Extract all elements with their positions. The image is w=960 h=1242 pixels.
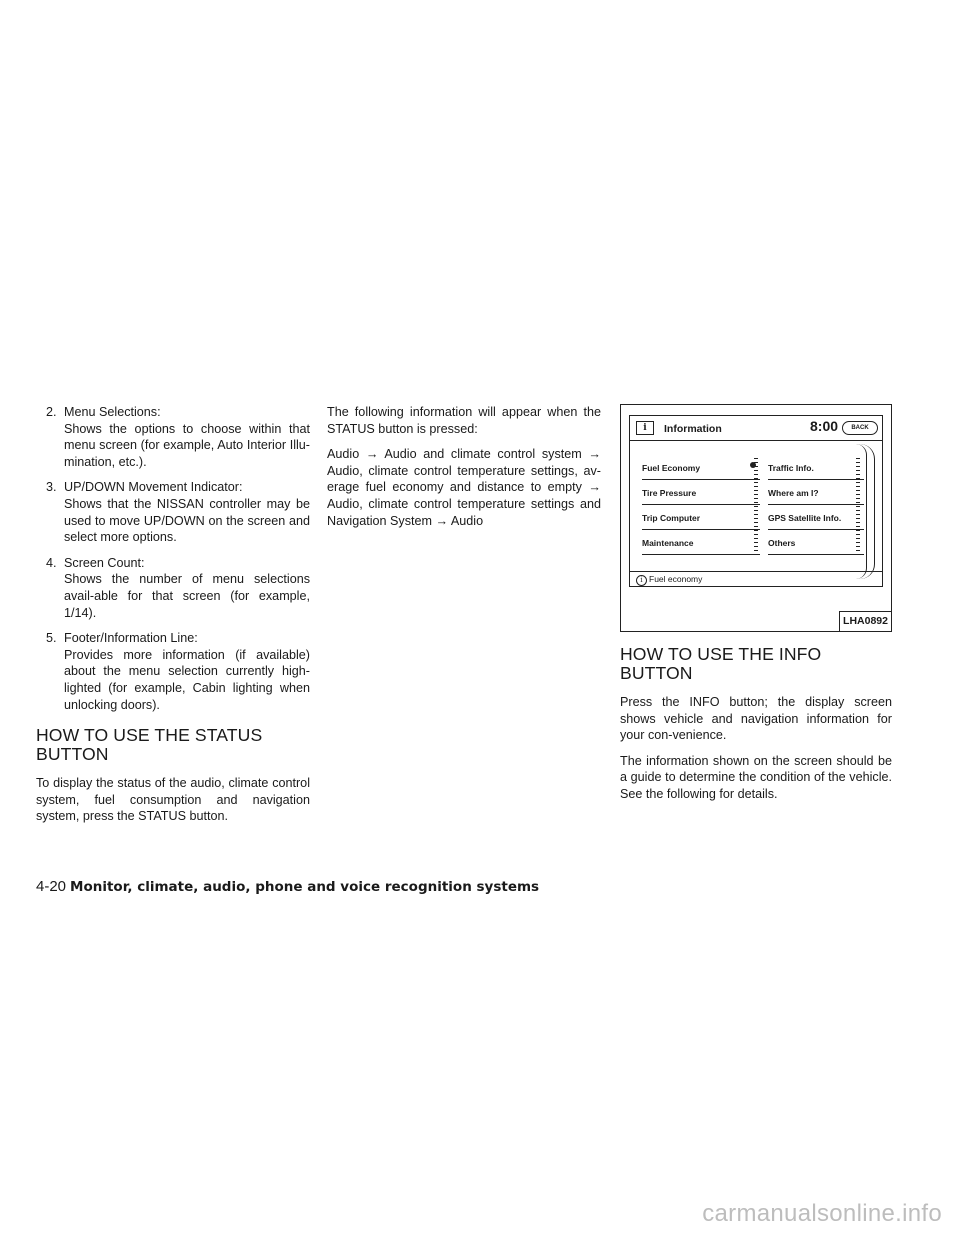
item-number: 3.: [46, 480, 57, 495]
status-button-paragraph: To display the status of the audio, climate control system, fuel consumption and navigation system, press the STATUS button.: [36, 776, 310, 824]
screen-footer-line: [630, 571, 882, 587]
status-intro-paragraph: The following information will appear when the STATUS button is pressed:: [327, 405, 601, 436]
clock-time: 8:00: [810, 418, 839, 434]
info-paragraph: The information shown on the screen should be a guide to determine the condition of the vehicle. See the following for details.: [620, 753, 892, 801]
menu-item-fuel-economy[interactable]: Fuel Economy: [642, 456, 760, 480]
menu-item-trip-computer[interactable]: Trip Computer: [642, 506, 760, 530]
item-number: 2.: [46, 405, 57, 419]
list-item: [36, 630, 310, 713]
section-title: Monitor, climate, audio, phone and voice recognition systems: [70, 879, 540, 895]
item-description: Shows the number of menu selections avail-able for that screen (for example, 1/14).: [64, 572, 310, 620]
item-description: Provides more information (if available) about the menu selection currently high-lighted (for example, Cabin lighting when unlocking doors).: [64, 647, 310, 712]
item-heading: UP/DOWN Movement Indicator:: [64, 480, 243, 495]
status-sequence-paragraph: Audio → Audio and climate control system → Audio, climate control temperature settings, av-erage fuel economy and distance to empty → Audio, climate control temperature settings and Navigation System → Audio: [327, 447, 601, 528]
info-circle-icon: i: [636, 575, 647, 586]
watermark: carmanualsonline.info: [702, 1200, 942, 1227]
info-button-heading: HOW TO USE THE INFO BUTTON: [620, 644, 822, 683]
column-2: [327, 404, 601, 538]
list-item: [36, 555, 310, 621]
item-heading: Screen Count:: [64, 555, 145, 570]
info-screen-figure: [620, 404, 892, 632]
display-screen: [629, 415, 883, 587]
page-footer: [36, 878, 539, 895]
column-3: [620, 404, 892, 812]
item-number: 5.: [46, 631, 57, 646]
column-1: [36, 404, 310, 834]
screen-curve-decoration: [860, 444, 875, 579]
item-description: Shows that the NISSAN controller may be used to move UP/DOWN on the screen and select more options.: [64, 496, 310, 545]
menu-item-where-am-i[interactable]: Where am I?: [768, 481, 864, 505]
footer-text: Fuel economy: [649, 574, 703, 584]
menu-item-maintenance[interactable]: Maintenance: [642, 531, 760, 555]
menu-item-traffic-info[interactable]: Traffic Info.: [768, 456, 864, 480]
page-number: 4-20: [36, 878, 67, 895]
screen-header: [630, 416, 882, 441]
item-number: 4.: [46, 555, 57, 570]
menu-right-list: [768, 456, 864, 556]
figure-label: LHA0892: [839, 611, 891, 631]
item-description: Shows the options to choose within that menu screen (for example, Auto Interior Illu-mination, etc.).: [64, 421, 310, 469]
status-button-heading: HOW TO USE THE STATUS BUTTON: [36, 725, 263, 765]
screen-title: Information: [664, 423, 722, 435]
back-button[interactable]: BACK: [842, 421, 878, 435]
list-item: [36, 479, 310, 545]
menu-item-gps-satellite-info[interactable]: GPS Satellite Info.: [768, 506, 864, 530]
menu-item-tire-pressure[interactable]: Tire Pressure: [642, 481, 760, 505]
scroll-indicator-left: [754, 458, 758, 554]
info-icon: i: [636, 421, 654, 435]
list-item: [36, 404, 310, 470]
menu-left-list: [642, 456, 760, 556]
item-heading: Menu Selections:: [64, 405, 161, 419]
info-paragraph: Press the INFO button; the display screen shows vehicle and navigation information for your con-venience.: [620, 695, 892, 743]
scroll-position-dot: [750, 462, 756, 468]
item-heading: Footer/Information Line:: [64, 631, 198, 646]
menu-item-others[interactable]: Others: [768, 531, 864, 555]
